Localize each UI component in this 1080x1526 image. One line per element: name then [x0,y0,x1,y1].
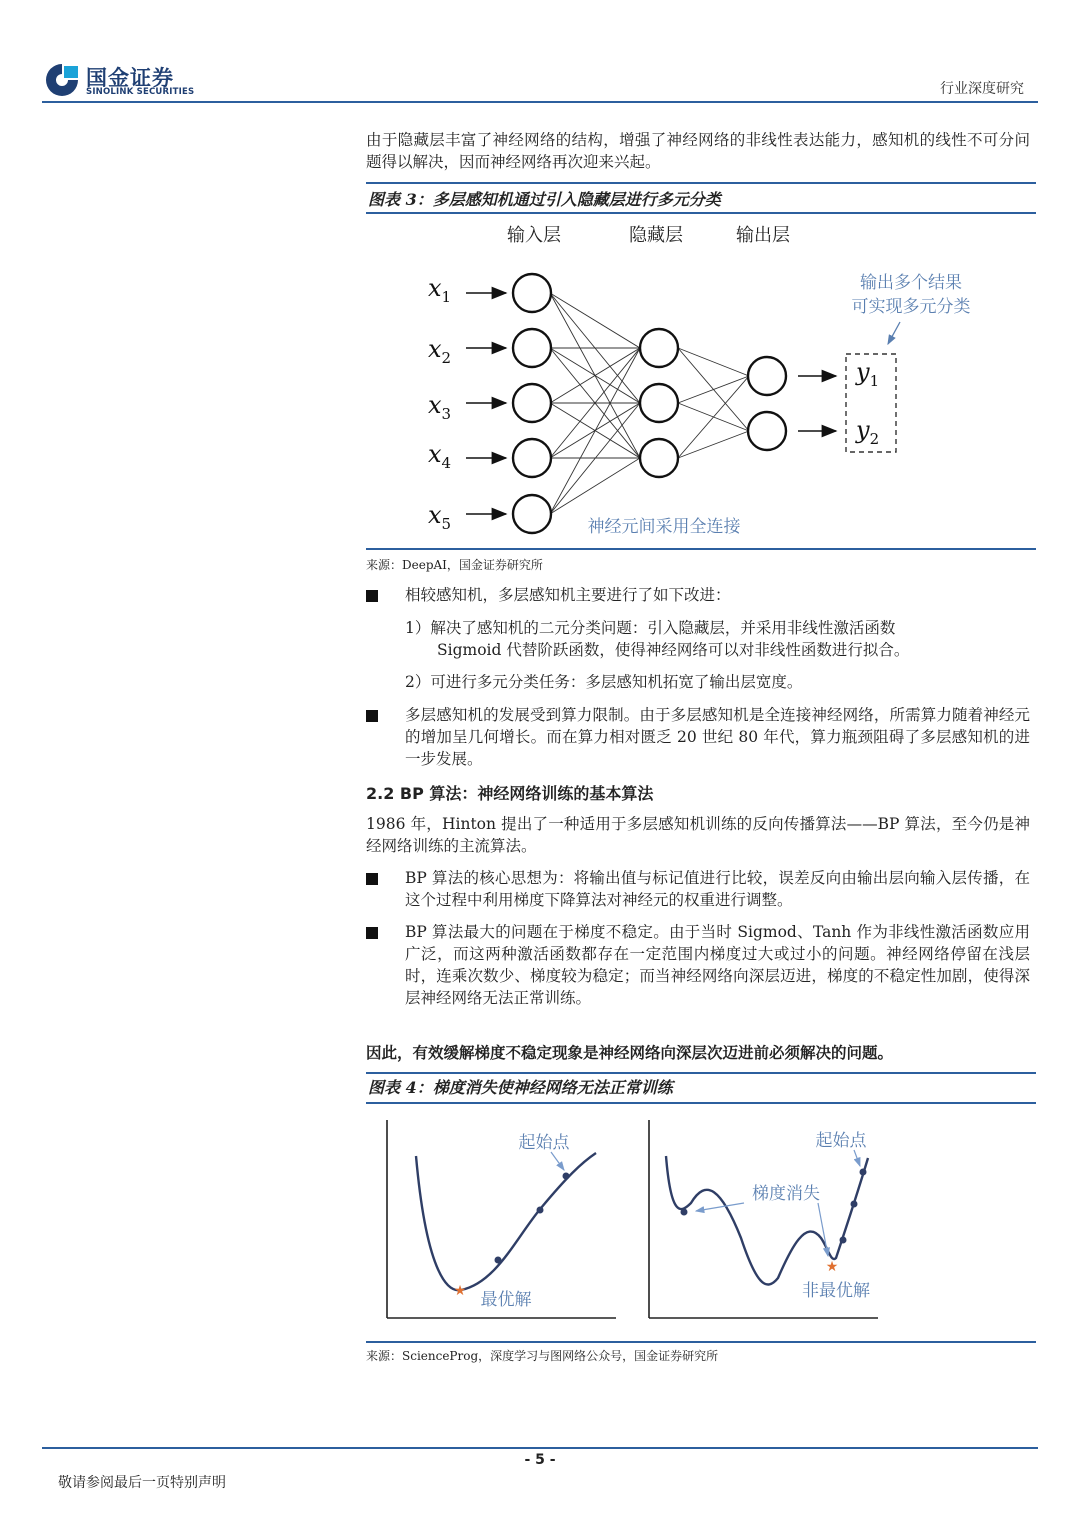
bullet-bp-core-idea: BP 算法的核心思想为：将输出值与标记值进行比较，误差反向由输出层向输入层传播，在这个过程中利用梯度下降算法对神经元的权重进行调整。 [405,869,1030,909]
input-neuron [513,384,551,422]
right-start-pointer [854,1150,860,1166]
right-vanish-pointer-right [818,1203,828,1256]
right-step-point [860,1169,867,1176]
right-step-point [851,1201,858,1208]
output-arrows [798,376,836,431]
left-step-point [563,1173,570,1180]
right-step-point [840,1237,847,1244]
report-section-label: 行业深度研究 [940,81,1024,97]
sub-item-1-line2: Sigmoid 代替阶跃函数，使得神经网络可以对非线性函数进行拟合。 [437,641,910,659]
right-nonoptimum-label: 非最优解 [802,1281,870,1301]
layer-label-hidden: 隐藏层 [629,225,683,246]
caption-top-rule [366,1072,1036,1074]
logo-mark [42,62,82,98]
conclusion-statement: 因此，有效缓解梯度不稳定现象是神经网络向深层次迈进前必须解决的问题。 [366,1043,894,1062]
output-neuron [748,357,786,395]
input-neuron [513,274,551,312]
input-neuron [513,329,551,367]
input-label-x3: $x_3$ [428,391,452,423]
header-rule [42,101,1038,103]
right-vanish-label: 梯度消失 [752,1184,820,1204]
logo-chinese-name: 国金证券 [86,66,174,90]
right-vanish-pointer-left [696,1203,744,1211]
figure4-source: 来源：ScienceProg，深度学习与图网络公众号，国金证券研究所 [366,1349,719,1363]
right-nonoptimum-star: ★ [825,1259,839,1275]
annotation-full-connection: 神经元间采用全连接 [587,517,741,537]
figure4-bottom-rule [366,1341,1036,1343]
left-step-point [537,1207,544,1214]
intro-paragraph: 由于隐藏层丰富了神经网络的结构，增强了神经网络的非线性表达能力，感知机的线性不可分问题得以解决，因而神经网络再次迎来兴起。 [366,131,1030,171]
page-number: - 5 - [524,1452,556,1468]
input-label-x5: $x_5$ [428,501,452,533]
left-optimum-label: 最优解 [480,1290,532,1310]
section-heading-number: 2.2 BP 算法： [366,784,478,803]
input-neuron [513,439,551,477]
left-optimum-star: ★ [453,1283,467,1299]
bullet-bp-gradient-problem: BP 算法最大的问题在于梯度不稳定。由于当时 Sigmod、Tanh 作为非线性激活函数应用广泛，而这两种激活函数都存在一定范围内梯度过大或过小的问题。神经网络停留在浅层时，连乘次数少、梯度较为稳定；而当神经网络向深层迈进，梯度的不稳定性加剧，使得深层神经网络无法正常训练。 [405,923,1030,1007]
input-label-x4: $x_4$ [428,440,452,472]
figure3-caption: 图表 3：多层感知机通过引入隐藏层进行多元分类 [368,190,721,209]
input-hidden-connections [550,293,640,514]
figure4-caption-bar [366,1072,1036,1106]
left-loss-curve [416,1153,596,1290]
output-label-y1: $y_1$ [856,358,880,390]
bullet-marker [366,706,380,720]
figure3-bottom-rule [366,548,1036,550]
caption-bottom-rule [366,1102,1036,1104]
section-heading-text: 神经网络训练的基本算法 [477,784,654,803]
layer-label-input: 输入层 [507,225,561,246]
bullet-compute-limit: 多层感知机的发展受到算力限制。由于多层感知机是全连接神经网络，所需算力随着神经元的增加呈几何增长。而在算力相对匮乏 20 世纪 80 年代，算力瓶颈阻碍了多层感知机的进一步发展。 [405,706,1030,768]
caption-top-rule [366,182,1036,184]
left-start-pointer [551,1152,564,1170]
section-2-2-paragraph: 1986 年，Hinton 提出了一种适用于多层感知机训练的反向传播算法——BP 算法，至今仍是神经网络训练的主流算法。 [366,815,1030,855]
footer-rule [42,1447,1038,1449]
caption-bottom-rule [366,212,1036,214]
figure3-caption-bar [366,182,1036,214]
layer-label-output: 输出层 [736,225,790,246]
section-heading-2-2 [366,781,653,804]
bullet-marker [366,869,380,883]
hidden-output-connections [678,348,749,458]
input-arrows [466,293,506,514]
bullet-improvements: 相较感知机，多层感知机主要进行了如下改进： [405,586,731,604]
bullet-marker [366,586,380,600]
figure3-source: 来源：DeepAI，国金证券研究所 [366,558,543,572]
company-logo [42,62,82,98]
input-neuron [513,495,551,533]
input-label-x2: $x_2$ [428,335,452,367]
hidden-neuron [640,384,678,422]
sub-item-1-line1: 1）解决了感知机的二元分类问题：引入隐藏层，并采用非线性激活函数 [405,619,896,637]
logo-english-name: SINOLINK SECURITIES [86,87,195,97]
right-local-point [681,1209,688,1216]
annotation-output-line2: 可实现多元分类 [851,297,971,317]
right-start-label: 起始点 [815,1131,867,1151]
disclaimer-note: 敬请参阅最后一页特别声明 [58,1475,226,1491]
figure4-caption: 图表 4：梯度消失使神经网络无法正常训练 [368,1078,673,1097]
left-step-point [495,1257,502,1264]
annotation-output-line1: 输出多个结果 [860,273,962,293]
gradient-illustration [366,1108,1036,1338]
hidden-neuron [640,439,678,477]
hidden-neuron [640,329,678,367]
sub-item-2: 2）可进行多元分类任务：多层感知机拓宽了输出层宽度。 [405,673,803,691]
input-label-x1: $x_1$ [428,274,452,306]
left-start-label: 起始点 [518,1133,570,1153]
annotation-pointer [888,322,900,344]
left-chart-axes [387,1120,616,1318]
bullet-marker [366,923,380,937]
output-label-y2: $y_2$ [856,416,880,448]
output-neuron [748,412,786,450]
mlp-diagram [366,216,1036,546]
